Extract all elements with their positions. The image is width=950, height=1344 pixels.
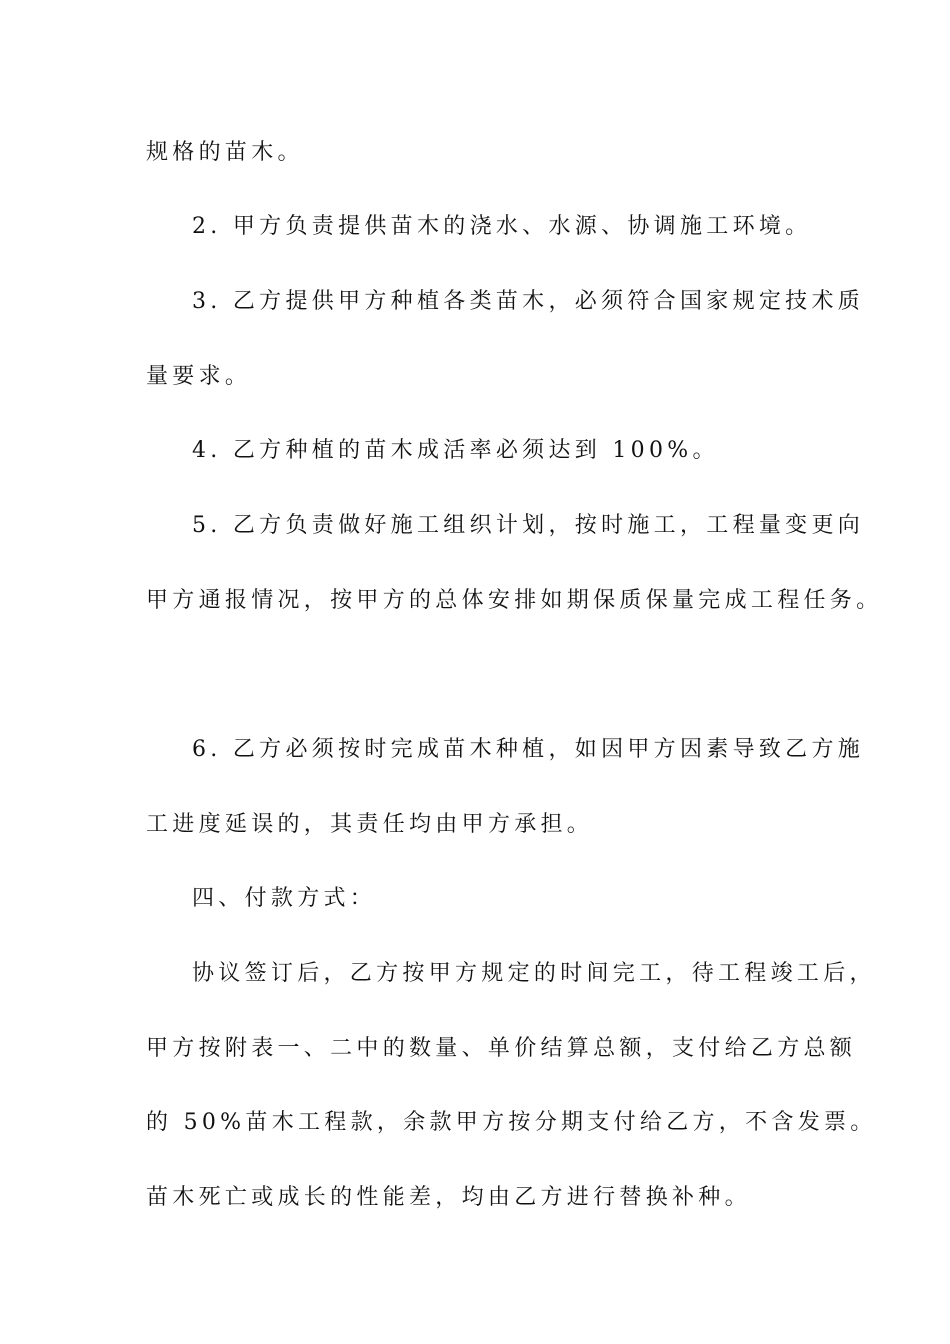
item-3-continuation: 量要求。 <box>146 364 252 389</box>
item-4-text: 4. 乙方种植的苗木成活率必须达到 100%。 <box>192 438 719 463</box>
item-5-text: 5. 乙方负责做好施工组织计划，按时施工，工程量变更向 <box>192 513 865 538</box>
item-6-text: 6. 乙方必须按时完成苗木种植，如因甲方因素导致乙方施 <box>192 737 865 762</box>
payment-paragraph-line-4: 苗木死亡或成长的性能差，均由乙方进行替换补种。 <box>146 1185 751 1210</box>
payment-paragraph-line-2: 甲方按附表一、二中的数量、单价结算总额，支付给乙方总额 <box>146 1036 857 1061</box>
item-3-text: 3. 乙方提供甲方种植各类苗木，必须符合国家规定技术质 <box>192 289 865 314</box>
section-heading-payment: 四、付款方式： <box>192 886 377 911</box>
text-line-1: 规格的苗木。 <box>146 140 304 165</box>
payment-paragraph-line-3: 的 50%苗木工程款，余款甲方按分期支付给乙方，不含发票。 <box>146 1110 877 1135</box>
item-2-text: 2. 甲方负责提供苗木的浇水、水源、协调施工环境。 <box>192 214 812 239</box>
item-6-continuation: 工进度延误的，其责任均由甲方承担。 <box>146 812 594 837</box>
payment-paragraph-line-1: 协议签订后，乙方按甲方规定的时间完工，待工程竣工后， <box>192 961 876 986</box>
item-5-continuation: 甲方通报情况，按甲方的总体安排如期保质保量完成工程任务。 <box>146 588 883 613</box>
